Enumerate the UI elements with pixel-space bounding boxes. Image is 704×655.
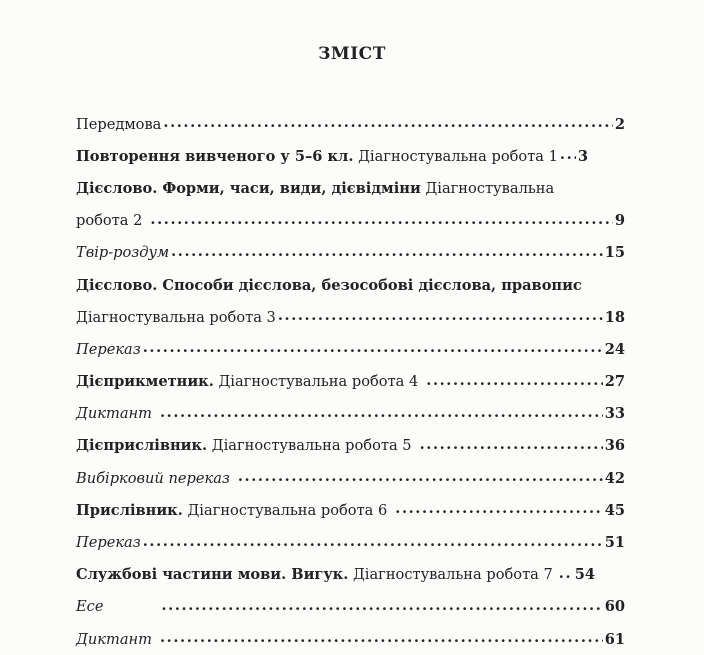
toc-entry-dictation-2 xyxy=(76,623,625,655)
entry-label: Діагностувальна робота 1 xyxy=(358,147,558,165)
entry-label: Діагностувальна робота 4 xyxy=(218,373,419,391)
page-number: 51 xyxy=(604,534,625,552)
toc-entry-adverbial-participle xyxy=(76,430,625,462)
entry-topic: Прислівник. xyxy=(76,501,183,519)
toc-entry-verb-forms-cont xyxy=(76,205,625,237)
entry-topic: Дієприкметник. xyxy=(76,373,214,391)
toc-entry-retelling-1 xyxy=(76,333,625,365)
toc-entry-essay xyxy=(76,591,625,623)
page-number: 24 xyxy=(604,340,625,358)
entry-label: Діагностувальна робота 3 xyxy=(76,308,276,326)
toc-entry-essay-reasoning xyxy=(76,237,625,269)
entry-label: Твір-роздум xyxy=(76,244,170,262)
entry-label: робота 2 xyxy=(76,212,143,230)
dot-leader xyxy=(160,405,603,423)
page-number: 15 xyxy=(604,244,625,262)
entry-label: Вибірковий переказ xyxy=(76,469,230,487)
dot-leader xyxy=(238,469,603,487)
page-number: 18 xyxy=(604,308,625,326)
entry-label: Диктант xyxy=(76,405,152,423)
dot-leader xyxy=(560,147,576,165)
entry-label: Діагностувальна робота 7 xyxy=(352,566,553,584)
dot-leader xyxy=(160,630,603,648)
page-number: 2 xyxy=(614,115,625,133)
page-number: 45 xyxy=(604,501,625,519)
dot-leader xyxy=(278,308,603,326)
dot-leader xyxy=(150,212,612,230)
page-number: 33 xyxy=(604,405,625,423)
toc-entry-verb-moods xyxy=(76,269,625,301)
entry-topic: Службові частини мови. Вигук. xyxy=(76,566,349,584)
toc-entry-retelling-2 xyxy=(76,526,625,558)
toc-entry-selective-retelling xyxy=(76,462,625,494)
page-number: 61 xyxy=(604,630,625,648)
dot-leader xyxy=(426,373,602,391)
toc-entry-function-words xyxy=(76,559,625,591)
page-number: 54 xyxy=(574,566,596,584)
entry-topic: Повторення вивченого у 5–6 кл. xyxy=(76,147,354,165)
toc-entry-dictation-1 xyxy=(76,398,625,430)
entry-label: Діагностувальна робота 5 xyxy=(211,437,412,455)
entry-label: Передмова xyxy=(76,115,162,133)
dot-leader xyxy=(163,115,612,133)
dot-leader xyxy=(559,566,573,584)
toc-entry-verb-moods-cont xyxy=(76,301,625,333)
dot-leader xyxy=(420,437,603,455)
toc-entry-adverb xyxy=(76,494,625,526)
page-title: ЗМІСТ xyxy=(318,44,386,64)
page-number: 3 xyxy=(577,147,589,165)
entry-label: Діагностувальна робота 6 xyxy=(187,501,388,519)
dot-leader xyxy=(161,598,602,616)
dot-leader xyxy=(395,501,602,519)
entry-label: Діагностувальна xyxy=(425,179,555,197)
entry-topic: Дієслово. Форми, часи, види, дієвідміни xyxy=(76,179,421,197)
toc-entry-participle xyxy=(76,366,625,398)
page-number: 42 xyxy=(604,469,625,487)
page-number: 36 xyxy=(604,437,625,455)
page-number: 60 xyxy=(604,598,625,616)
page-number: 9 xyxy=(614,212,625,230)
entry-label: Диктант xyxy=(76,630,152,648)
page-number: 27 xyxy=(604,373,625,391)
toc-entry-verb-forms xyxy=(76,172,625,204)
toc-entry-foreword xyxy=(76,108,625,140)
toc-entry-review xyxy=(76,140,625,172)
dot-leader xyxy=(143,340,603,358)
table-of-contents xyxy=(76,108,625,655)
entry-label: Переказ xyxy=(76,534,141,552)
dot-leader xyxy=(143,534,603,552)
entry-label: Есе xyxy=(76,598,104,616)
entry-label: Переказ xyxy=(76,340,141,358)
dot-leader xyxy=(171,244,603,262)
entry-topic: Дієприслівник. xyxy=(76,437,208,455)
entry-topic: Дієслово. Способи дієслова, безособові дієслова, правопис xyxy=(76,276,582,294)
